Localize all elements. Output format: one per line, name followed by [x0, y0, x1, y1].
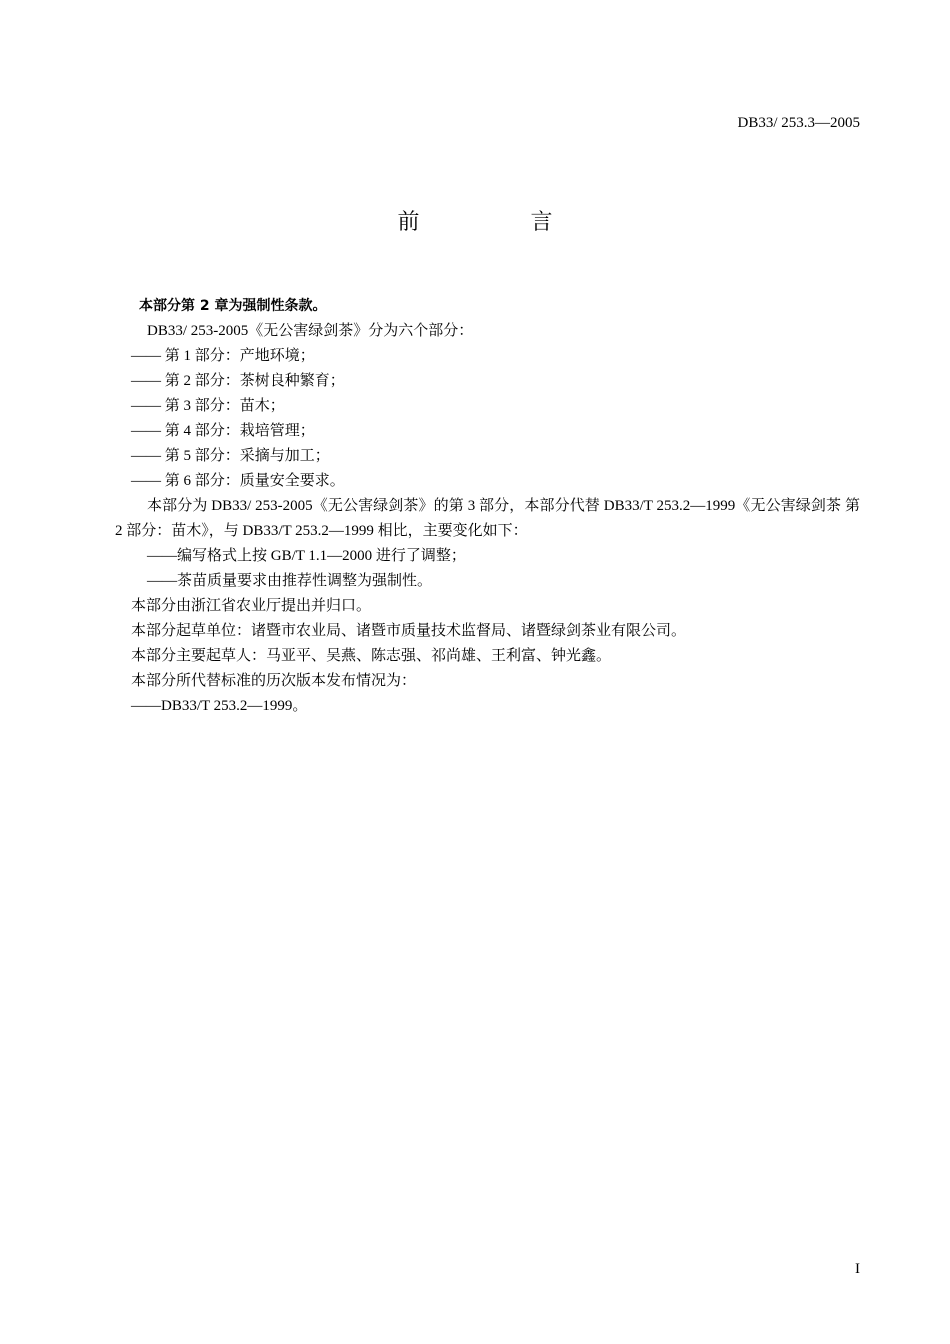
- document-body: [115, 294, 860, 719]
- mandatory-clause-note: 本部分第 2 章为强制性条款。: [139, 298, 327, 314]
- main-drafters-statement: 本部分主要起草人：马亚平、吴燕、陈志强、祁尚雄、王利富、钟光鑫。: [131, 648, 612, 664]
- drafting-units-statement: 本部分起草单位：诸暨市农业局、诸暨市质量技术监督局、诸暨绿剑茶业有限公司。: [131, 623, 687, 639]
- history-intro: 本部分所代替标准的历次版本发布情况为：: [131, 673, 417, 689]
- part-list-item: —— 第 5 部分：采摘与加工；: [131, 448, 330, 464]
- part-list-item: —— 第 2 部分：茶树良种繁育；: [131, 373, 345, 389]
- proposed-by-statement: 本部分由浙江省农业厅提出并归口。: [131, 598, 372, 614]
- history-version-item: ——DB33/T 253.2—1999。: [131, 698, 308, 714]
- page-title: 前 言: [397, 210, 605, 235]
- change-list-item: ——茶苗质量要求由推荐性调整为强制性。: [147, 573, 433, 589]
- part-list-item: —— 第 4 部分：栽培管理；: [131, 423, 315, 439]
- standard-code: DB33/ 253.3—2005: [737, 115, 860, 131]
- change-list-item: ——编写格式上按 GB/T 1.1—2000 进行了调整；: [147, 548, 466, 564]
- replacement-paragraph: 本部分为 DB33/ 253-2005《无公害绿剑茶》的第 3 部分，本部分代替 DB33/T 253.2—1999《无公害绿剑茶 第 2 部分：苗木》，与 DB33/T 253.2—1999 相比，主要变化如下：: [115, 498, 860, 539]
- part-list-item: —— 第 1 部分：产地环境；: [131, 348, 315, 364]
- page-number: I: [855, 1261, 860, 1277]
- division-intro: DB33/ 253-2005《无公害绿剑茶》分为六个部分：: [147, 323, 474, 339]
- part-list-item: —— 第 6 部分：质量安全要求。: [131, 473, 345, 489]
- part-list-item: —— 第 3 部分：苗木；: [131, 398, 285, 414]
